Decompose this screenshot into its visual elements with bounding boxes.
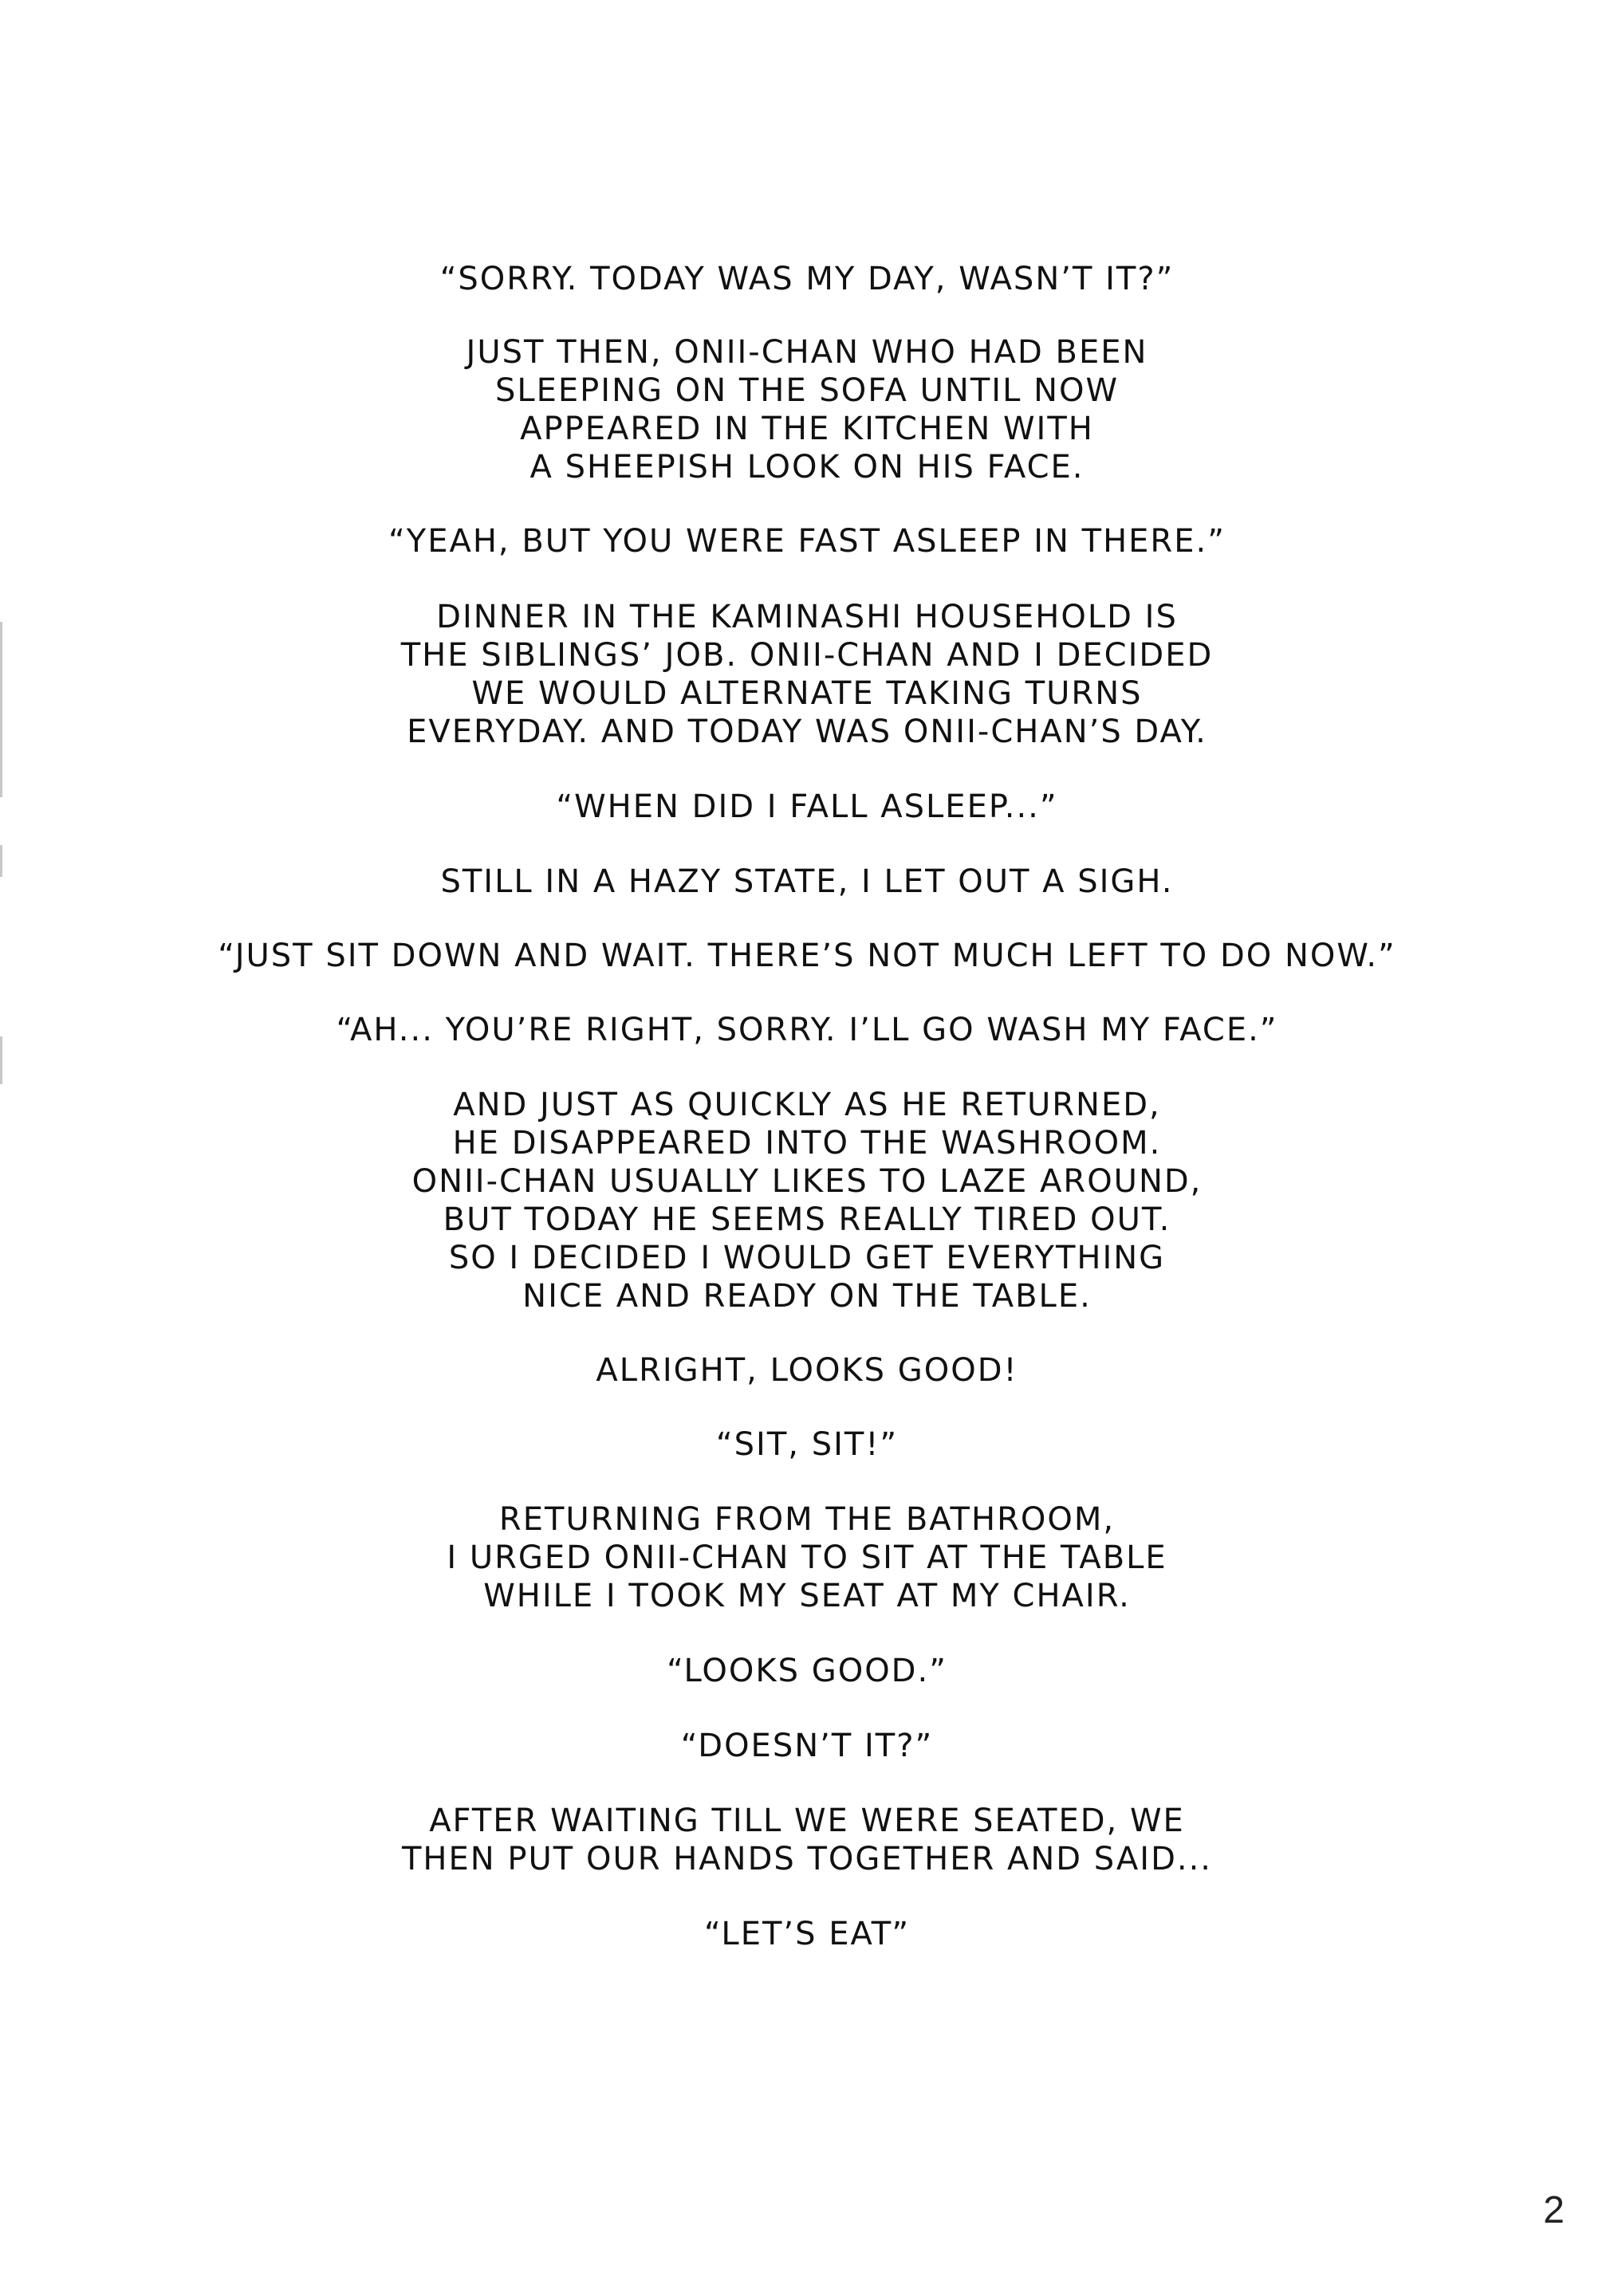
text-line: APPEARED IN THE KITCHEN WITH xyxy=(520,411,1094,447)
text-line: NICE AND READY ON THE TABLE. xyxy=(522,1278,1092,1315)
page-number: 2 xyxy=(1543,2189,1565,2231)
text-line: BUT TODAY HE SEEMS REALLY TIRED OUT. xyxy=(443,1201,1171,1238)
text-line: AFTER WAITING TILL WE WERE SEATED, WE xyxy=(429,1803,1185,1839)
text-line: AND JUST AS QUICKLY AS HE RETURNED, xyxy=(453,1087,1161,1123)
text-line: STILL IN A HAZY STATE, I LET OUT A SIGH. xyxy=(440,863,1174,900)
text-line: “WHEN DID I FALL ASLEEP...” xyxy=(556,788,1058,825)
text-line: “LET’S EAT” xyxy=(703,1916,911,1952)
text-line: SO I DECIDED I WOULD GET EVERYTHING xyxy=(448,1240,1166,1276)
text-line: A SHEEPISH LOOK ON HIS FACE. xyxy=(529,449,1085,486)
text-line: JUST THEN, ONII-CHAN WHO HAD BEEN xyxy=(466,334,1148,371)
text-line: WE WOULD ALTERNATE TAKING TURNS xyxy=(471,675,1143,712)
text-line: EVERYDAY. AND TODAY WAS ONII-CHAN’S DAY. xyxy=(407,714,1207,750)
text-line: THE SIBLINGS’ JOB. ONII-CHAN AND I DECIDED xyxy=(400,637,1214,674)
text-line: “YEAH, BUT YOU WERE FAST ASLEEP IN THERE.” xyxy=(388,523,1226,560)
text-line: “AH... YOU’RE RIGHT, SORRY. I’LL GO WASH MY FACE.” xyxy=(336,1012,1278,1048)
text-line: RETURNING FROM THE BATHROOM, xyxy=(498,1501,1116,1538)
text-line: DINNER IN THE KAMINASHI HOUSEHOLD IS xyxy=(436,599,1178,635)
text-line: WHILE I TOOK MY SEAT AT MY CHAIR. xyxy=(483,1578,1131,1614)
text-line: “DOESN’T IT?” xyxy=(680,1728,934,1764)
text-line: I URGED ONII-CHAN TO SIT AT THE TABLE xyxy=(447,1539,1167,1576)
text-line: THEN PUT OUR HANDS TOGETHER AND SAID... xyxy=(401,1841,1213,1877)
text-line: SLEEPING ON THE SOFA UNTIL NOW xyxy=(494,372,1120,409)
text-line: “JUST SIT DOWN AND WAIT. THERE’S NOT MUCH LEFT TO DO NOW.” xyxy=(218,938,1396,974)
text-line: ALRIGHT, LOOKS GOOD! xyxy=(596,1352,1018,1389)
text-line: “SIT, SIT!” xyxy=(715,1426,899,1463)
text-line: HE DISAPPEARED INTO THE WASHROOM. xyxy=(452,1125,1162,1162)
text-line: “SORRY. TODAY WAS MY DAY, WASN’T IT?” xyxy=(439,261,1175,297)
text-line: ONII-CHAN USUALLY LIKES TO LAZE AROUND, xyxy=(411,1163,1203,1200)
text-line: “LOOKS GOOD.” xyxy=(667,1653,947,1689)
